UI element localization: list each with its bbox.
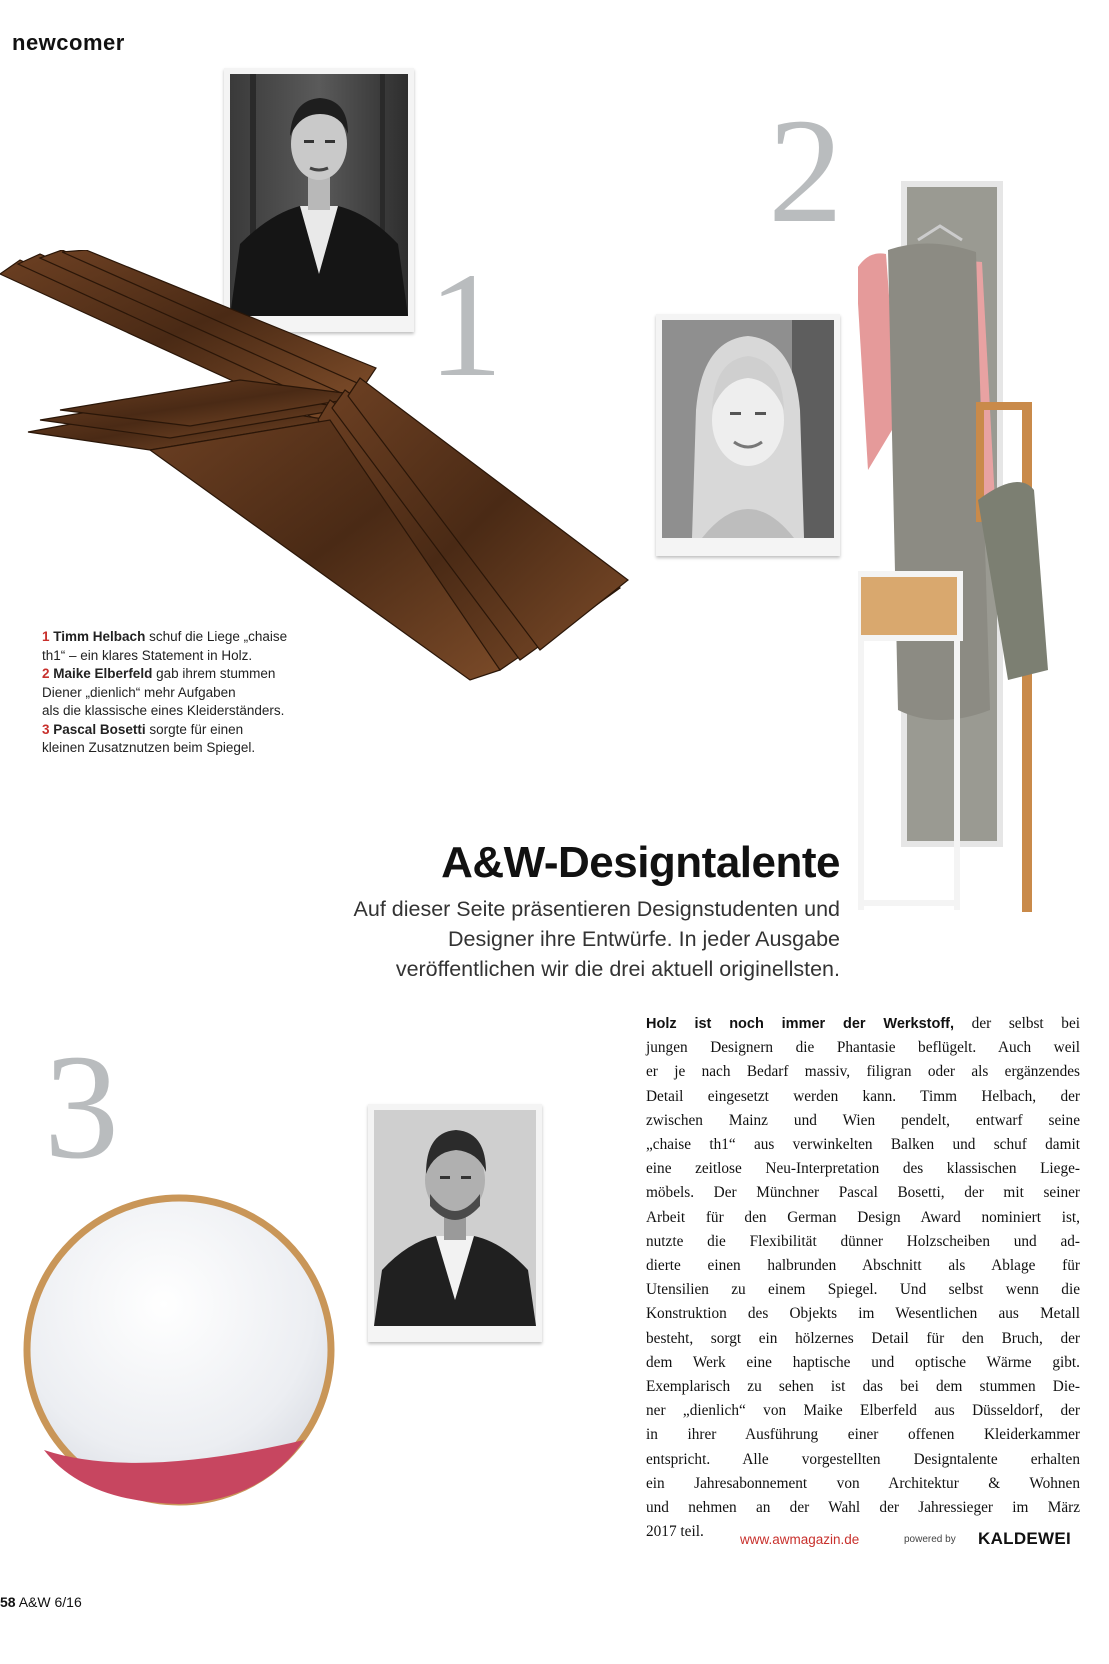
round-mirror-image [14,1180,344,1520]
issue-label: A&W 6/16 [18,1594,82,1610]
body-line: „chaise th1“ aus verwinkelten Balken und schuf damit [646,1136,1080,1154]
caption-1: 1 Timm Helbach schuf die Liege „chaise [42,629,288,644]
body-line: zwischen Mainz und Wien pendelt, entwarf seine [646,1111,1080,1129]
article-intro: Auf dieser Seite präsentieren Designstudenten und Designer ihre Entwürfe. In jeder Ausgabe veröffentlichen wir die drei aktuell originellsten. [353,897,840,981]
article-body [646,1012,1080,1544]
portrait-maike-elberfeld [656,314,840,556]
image-captions: 1 Timm Helbach schuf die Liege „chaise th1“ – ein klares Statement in Holz. 2 Maike Elberfeld gab ihrem stummen Diener „dienlich“ mehr Aufgaben als die klassische eines Kleiderständers. 3 Pascal Bosetti sorgte für einen kleinen Zusatznutzen beim Spiegel. [42,628,382,758]
body-line: ner „dienlich“ von Maike Elberfeld aus Düsseldorf, der [646,1402,1080,1420]
page-folio [0,1594,82,1610]
body-line: Detail eingesetzt werden kann. Timm Helbach, der [646,1087,1080,1105]
body-line: in ihrer Ausführung einer offenen Kleiderkammer [646,1426,1080,1444]
number-one: 1 [428,242,503,408]
body-line: Utensilien zu einem Spiegel. Und selbst wenn die [646,1281,1080,1299]
body-line: Konstruktion des Objekts im Wesentlichen aus Metall [646,1305,1080,1323]
section-label: newcomer [12,30,125,55]
portrait-pascal-bosetti [368,1104,542,1342]
body-line: dierte einen halbrunden Abschnitt als Ablage für [646,1257,1080,1275]
body-line: nutzte die Flexibilität dünner Holzscheiben und ad- [646,1232,1080,1250]
body-line: Exemplarisch zu sehen ist das bei dem stummen Die- [646,1378,1080,1396]
website-link[interactable]: www.awmagazin.de [740,1532,860,1547]
caption-3: 3 Pascal Bosetti sorgte für einen [42,721,244,737]
number-three: 3 [44,1024,119,1190]
body-line: dem Werk eine haptische und optische Wärme gibt. [646,1353,1080,1371]
body-line: 2017 teil. [646,1523,704,1541]
body-line: er je nach Bedarf massiv, filigran oder als ergänzendes [646,1063,1080,1081]
body-line: eine zeitlose Neu-Interpretation des klassischen Liege- [646,1160,1080,1178]
article-headline: A&W-Designtalente [441,838,840,887]
body-line: Arbeit für den German Design Award nominiert ist, [646,1208,1080,1226]
body-line: Holz ist noch immer der Werkstoff, der selbst bei [646,1015,1080,1032]
body-line: und nehmen an der Wahl der Jahressieger im März [646,1499,1080,1517]
body-line: ein Jahresabonnement von Architektur & Wohnen [646,1474,1080,1492]
body-line: besteht, sorgt ein hölzernes Detail für den Bruch, der [646,1329,1080,1347]
caption-2: 2 Maike Elberfeld gab ihrem stummen [42,666,276,681]
page-number: 58 [0,1594,16,1610]
body-line: entspricht. Alle vorgestellten Designtalente erhalten [646,1450,1080,1468]
powered-by-label: powered by [904,1534,956,1545]
body-line: möbels. Der Münchner Pascal Bosetti, der mit seiner [646,1184,1080,1202]
body-line: jungen Designern die Phantasie beflügelt. Auch weil [646,1039,1080,1057]
dienlich-valet-image [858,170,1088,920]
number-two: 2 [768,88,843,254]
sponsor-logo-kaldewei: KALDEWEI [978,1529,1072,1548]
